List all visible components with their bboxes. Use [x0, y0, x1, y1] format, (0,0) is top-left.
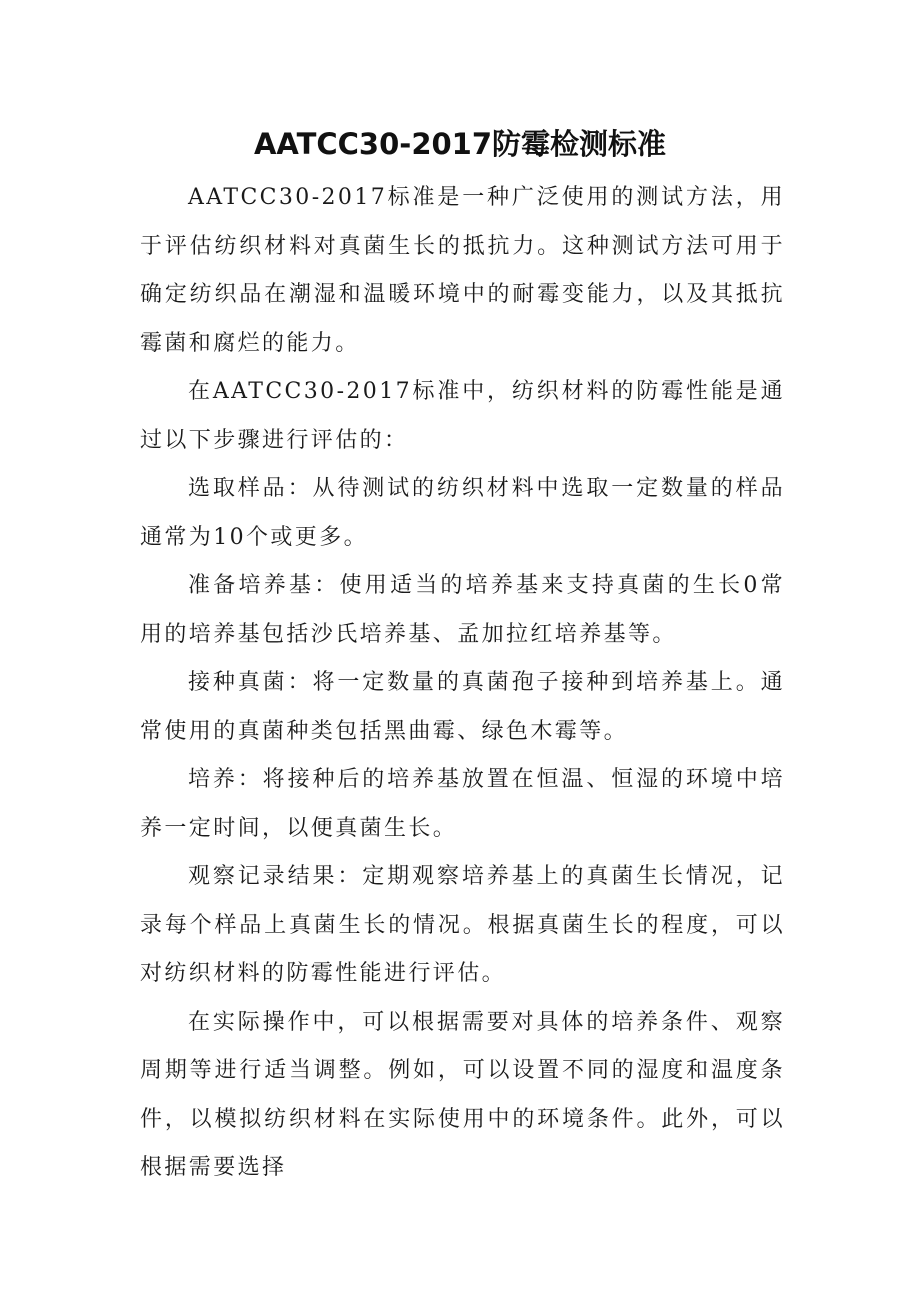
- paragraph-steps-intro: 在AATCC30-2017标准中，纺织材料的防霉性能是通过以下步骤进行评估的：: [140, 379, 785, 453]
- paragraph-step-observe: 观察记录结果：定期观察培养基上的真菌生长情况，记录每个样品上真菌生长的情况。根据真菌生长的程度，可以对纺织材料的防霉性能进行评估。: [140, 864, 785, 986]
- paragraph-step-inoculate: 接种真菌：将一定数量的真菌孢子接种到培养基上。通常使用的真菌种类包括黑曲霉、绿色木霉等。: [140, 670, 785, 744]
- paragraph-intro: AATCC30-2017标准是一种广泛使用的测试方法，用于评估纺织材料对真菌生长的抵抗力。这种测试方法可用于确定纺织品在潮湿和温暖环境中的耐霉变能力，以及其抵抗霉菌和腐烂的能力。: [140, 185, 785, 356]
- paragraph-step-select-samples: 选取样品：从待测试的纺织材料中选取一定数量的样品通常为10个或更多。: [140, 476, 785, 550]
- paragraph-step-prepare-medium: 准备培养基：使用适当的培养基来支持真菌的生长0常用的培养基包括沙氏培养基、孟加拉红培养基等。: [140, 573, 785, 647]
- document-body: [140, 174, 785, 1193]
- document-title: AATCC30-2017防霉检测标准: [253, 127, 667, 161]
- paragraph-step-culture: 培养：将接种后的培养基放置在恒温、恒湿的环境中培养一定时间，以便真菌生长。: [140, 767, 785, 841]
- paragraph-practical-notes: 在实际操作中，可以根据需要对具体的培养条件、观察周期等进行适当调整。例如，可以设置不同的湿度和温度条件，以模拟纺织材料在实际使用中的环境条件。此外，可以根据需要选择: [140, 1009, 785, 1180]
